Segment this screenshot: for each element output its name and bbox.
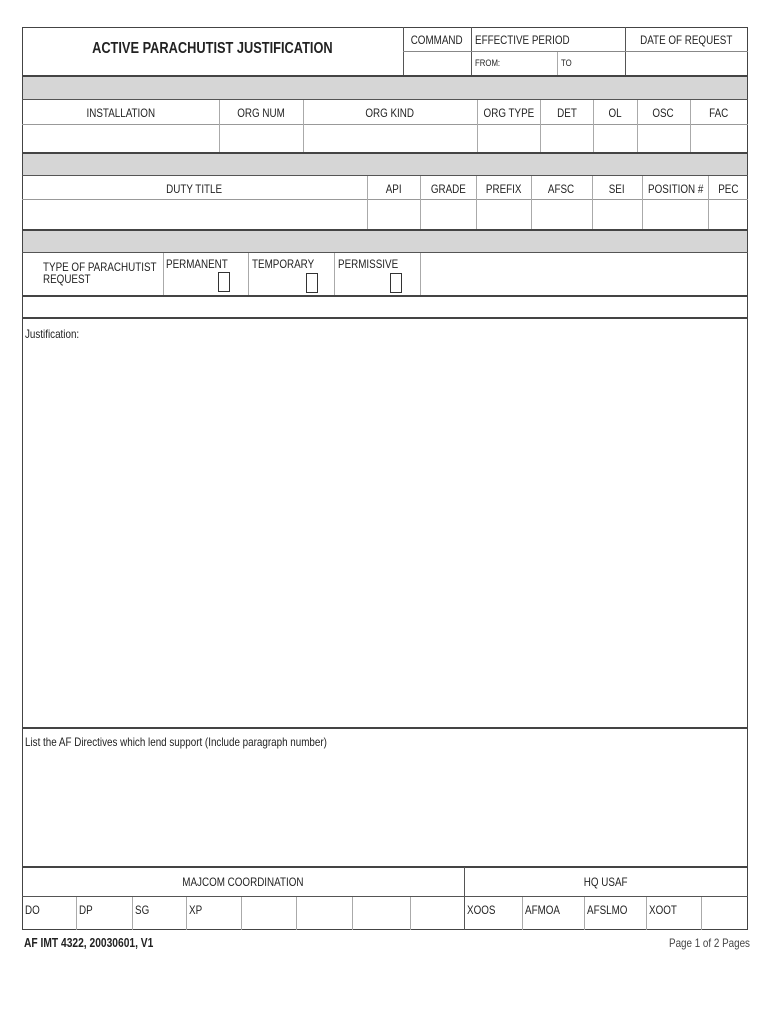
majcom-office-dp[interactable]: DP: [79, 903, 93, 917]
section-band: [23, 231, 747, 252]
divider: [248, 253, 249, 295]
permissive-label: PERMISSIVE: [338, 257, 399, 271]
section-band: [23, 154, 747, 175]
divider: [76, 897, 77, 930]
from-label: FROM:: [475, 58, 501, 69]
grade-field[interactable]: [422, 201, 478, 229]
form-id: AF IMT 4322, 20030601, V1: [24, 936, 154, 950]
page-info: Page 1 of 2 Pages: [669, 936, 750, 950]
command-label: COMMAND: [411, 33, 463, 47]
api-field[interactable]: [369, 201, 422, 229]
divider: [584, 897, 585, 930]
divider: [22, 252, 748, 253]
installation-field[interactable]: [24, 126, 221, 152]
osc-field[interactable]: [639, 126, 692, 152]
ol-label: OL: [608, 106, 622, 120]
permanent-label: PERMANENT: [166, 257, 228, 271]
divider: [420, 253, 421, 295]
hq-office-afmoa[interactable]: AFMOA: [525, 903, 560, 917]
majcom-office-do[interactable]: DO: [25, 903, 40, 917]
section-band: [23, 77, 747, 99]
osc-label: OSC: [652, 106, 675, 120]
temporary-label: TEMPORARY: [252, 257, 315, 271]
divider: [22, 727, 748, 729]
position-number-field[interactable]: [644, 201, 710, 229]
duty-title-field[interactable]: [24, 201, 369, 229]
divider: [22, 124, 748, 125]
majcom-office-blank-1[interactable]: [242, 898, 295, 929]
sei-field[interactable]: [594, 201, 644, 229]
sei-label: SEI: [609, 182, 625, 196]
majcom-office-sg[interactable]: SG: [135, 903, 150, 917]
temporary-checkbox[interactable]: [306, 273, 318, 293]
prefix-label: PREFIX: [485, 182, 522, 196]
form-title: [22, 40, 403, 58]
justification-label: Justification:: [25, 327, 80, 341]
ol-field[interactable]: [595, 126, 639, 152]
permanent-checkbox[interactable]: [218, 272, 230, 292]
divider: [522, 897, 523, 930]
command-field[interactable]: [405, 53, 473, 75]
justification-field[interactable]: [24, 344, 750, 728]
hq-office-xoot[interactable]: XOOT: [649, 903, 677, 917]
majcom-office-blank-4[interactable]: [411, 898, 463, 929]
form-title-text: ACTIVE PARACHUTIST JUSTIFICATION: [92, 40, 333, 57]
api-label: API: [385, 182, 402, 196]
fac-label: FAC: [709, 106, 729, 120]
afsc-label: AFSC: [548, 182, 575, 196]
det-field[interactable]: [542, 126, 595, 152]
pec-label: PEC: [717, 182, 739, 196]
org-type-label: ORG TYPE: [483, 106, 534, 120]
request-type-label-line2: REQUEST: [43, 272, 91, 286]
installation-label: INSTALLATION: [86, 106, 155, 120]
request-type-label-line1: TYPE OF PARACHUTIST: [43, 260, 157, 274]
grade-label: GRADE: [430, 182, 466, 196]
prefix-field[interactable]: [478, 201, 533, 229]
majcom-office-blank-2[interactable]: [297, 898, 351, 929]
duty-title-label: DUTY TITLE: [166, 182, 223, 196]
divider: [22, 317, 748, 319]
majcom-coordination-label: MAJCOM COORDINATION: [182, 875, 304, 889]
divider: [334, 253, 335, 295]
request-type-label: [43, 261, 157, 285]
majcom-office-xp[interactable]: XP: [189, 903, 203, 917]
afsc-field[interactable]: [533, 201, 594, 229]
directives-field[interactable]: [24, 752, 750, 868]
divider: [403, 51, 748, 52]
divider: [22, 99, 748, 100]
divider: [186, 897, 187, 930]
org-type-field[interactable]: [479, 126, 542, 152]
to-label: TO: [561, 58, 572, 69]
majcom-office-blank-3[interactable]: [353, 898, 409, 929]
date-of-request-field[interactable]: [627, 53, 750, 75]
effective-period-label: EFFECTIVE PERIOD: [475, 33, 570, 47]
fac-field[interactable]: [692, 126, 750, 152]
org-kind-label: ORG KIND: [365, 106, 415, 120]
divider: [22, 866, 748, 868]
pec-field[interactable]: [710, 201, 750, 229]
directives-label: List the AF Directives which lend support (Include paragraph number): [25, 735, 327, 749]
divider: [22, 896, 748, 897]
to-date-field[interactable]: [575, 53, 627, 75]
position-number-label: POSITION #: [648, 182, 704, 196]
org-kind-field[interactable]: [305, 126, 479, 152]
divider: [22, 199, 748, 200]
permissive-checkbox[interactable]: [390, 273, 402, 293]
org-num-field[interactable]: [221, 126, 305, 152]
hq-office-blank[interactable]: [702, 898, 747, 929]
det-label: DET: [556, 106, 577, 120]
hq-office-xoos[interactable]: XOOS: [467, 903, 496, 917]
hq-usaf-label: HQ USAF: [584, 875, 628, 889]
divider: [22, 295, 748, 297]
divider: [646, 897, 647, 930]
from-date-field[interactable]: [505, 53, 559, 75]
divider: [163, 253, 164, 295]
date-of-request-label: DATE OF REQUEST: [640, 33, 733, 47]
divider: [22, 175, 748, 176]
hq-office-afslmo[interactable]: AFSLMO: [587, 903, 628, 917]
divider: [132, 897, 133, 930]
org-num-label: ORG NUM: [237, 106, 285, 120]
